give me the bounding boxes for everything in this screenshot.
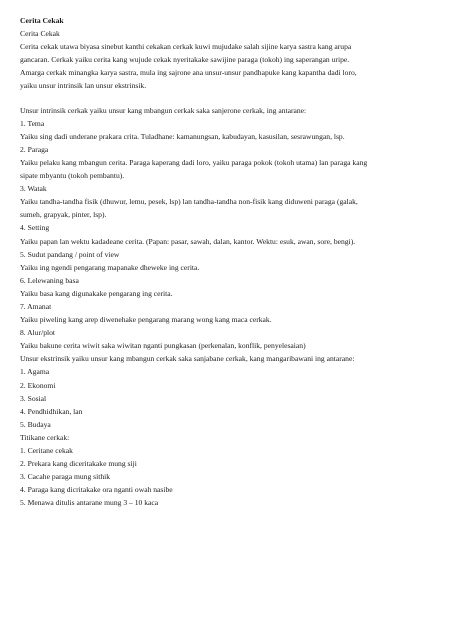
intrinsic-line: sipate mbyantu (tokoh pembantu). [20,171,125,181]
intrinsic-line: sumeh, grapyak, pinter, lsp). [20,210,107,220]
intrinsic-line: Yaiku sing dadi underane prakara crita. Tuladhane: kamanungsan, kabudayan, kasusilan, sesrawungan, lsp. [20,131,345,141]
intrinsic-line: Yaiku basa kang digunakake pengarang ing cerita. [20,288,173,298]
intrinsic-line: Yaiku tandha-tandha fisik (dhuwur, lemu, pesek, lsp) lan tandha-tandha non-fisik kang diduweni paraga (galak, [20,197,358,207]
intrinsic-line: Yaiku pelaku kang mbangun cerita. Paraga kaperang dadi loro, yaiku paraga pokok (tokoh utama) lan paraga kang [20,157,368,167]
intrinsic-line: 6. Lelewaning basa [20,275,79,285]
feature-item: 2. Prekara kang diceritakake mung siji [20,459,137,469]
feature-item: 5. Menawa ditulis antarane mung 3 – 10 kaca [20,498,159,508]
intro-paragraph [20,40,460,92]
feature-item: 1. Ceritane cekak [20,446,73,455]
feature-item: 3. Cacahe paraga mung sithik [20,472,111,482]
document-page [20,14,460,509]
extrinsic-intro: Unsur ekstrinsik yaiku unsur kang mbangun cerkak saka sanjabane cerkak, kang mangaribawani ing antarane: [20,354,355,364]
intrinsic-line: Yaiku piweling kang arep diwenehake pengarang marang wong kang maca cerkak. [20,315,272,325]
intrinsic-line: 5. Sudut pandang / point of view [20,249,120,259]
intrinsic-line: 3. Watak [20,184,47,194]
features-intro: Titikane cerkak: [20,432,70,442]
intrinsic-line: 8. Alur/plot [20,328,56,338]
intro-line: yaiku unsur intrinsik lan unsur ekstrinsik. [20,81,147,91]
extrinsic-item: 4. Pendhidhikan, lan [20,406,83,416]
intrinsic-line: Yaiku bakune cerita wiwit saka wiwitan nganti pungkasan (perkenalan, konflik, penyelesaian) [20,341,306,351]
extrinsic-item: 2. Ekonomi [20,380,56,390]
document-subtitle: Cerita Cekak [20,29,60,39]
intrinsic-line: Yaiku ing ngendi pengarang mapanake dheweke ing cerita. [20,262,200,272]
extrinsic-item: 3. Sosial [20,393,47,403]
intro-line: gancaran. Cerkak yaiku cerita kang wujude cekak nyeritakake sawijine paraga (tokoh) ing saperangan uripe. [20,55,350,65]
intrinsic-line: 1. Tema [20,118,45,128]
intrinsic-line: Yaiku papan lan wektu kadadeane cerita. (Papan: pasar, sawah, dalan, kantor. Wektu: esuk, awan, sore, bengi). [20,236,356,246]
extrinsic-item: 1. Agama [20,367,50,377]
features-list [20,444,460,509]
intrinsic-list [20,117,460,353]
intrinsic-line: 7. Amanat [20,301,52,311]
document-title: Cerita Cekak [20,16,64,25]
intrinsic-line: 4. Setting [20,223,50,233]
intro-line: Cerita cekak utawa biyasa sinebut kanthi cekakan cerkak kuwi mujudake salah sijine karya sastra kang arupa [20,42,352,52]
intro-line: Amarga cerkak minangka karya sastra, mula ing sajrone ana unsur-unsur pandhapuke kang kapantha dadi loro, [20,68,357,78]
extrinsic-item: 5. Budaya [20,419,51,429]
feature-item: 4. Paraga kang dicritakake ora nganti owah nasibe [20,485,173,495]
intrinsic-line: 2. Paraga [20,144,49,154]
extrinsic-list [20,365,460,430]
intrinsic-intro: Unsur intrinsik cerkak yaiku unsur kang mbangun cerkak saka sanjerone cerkak, ing antarane: [20,105,307,115]
paragraph-gap [20,93,460,104]
